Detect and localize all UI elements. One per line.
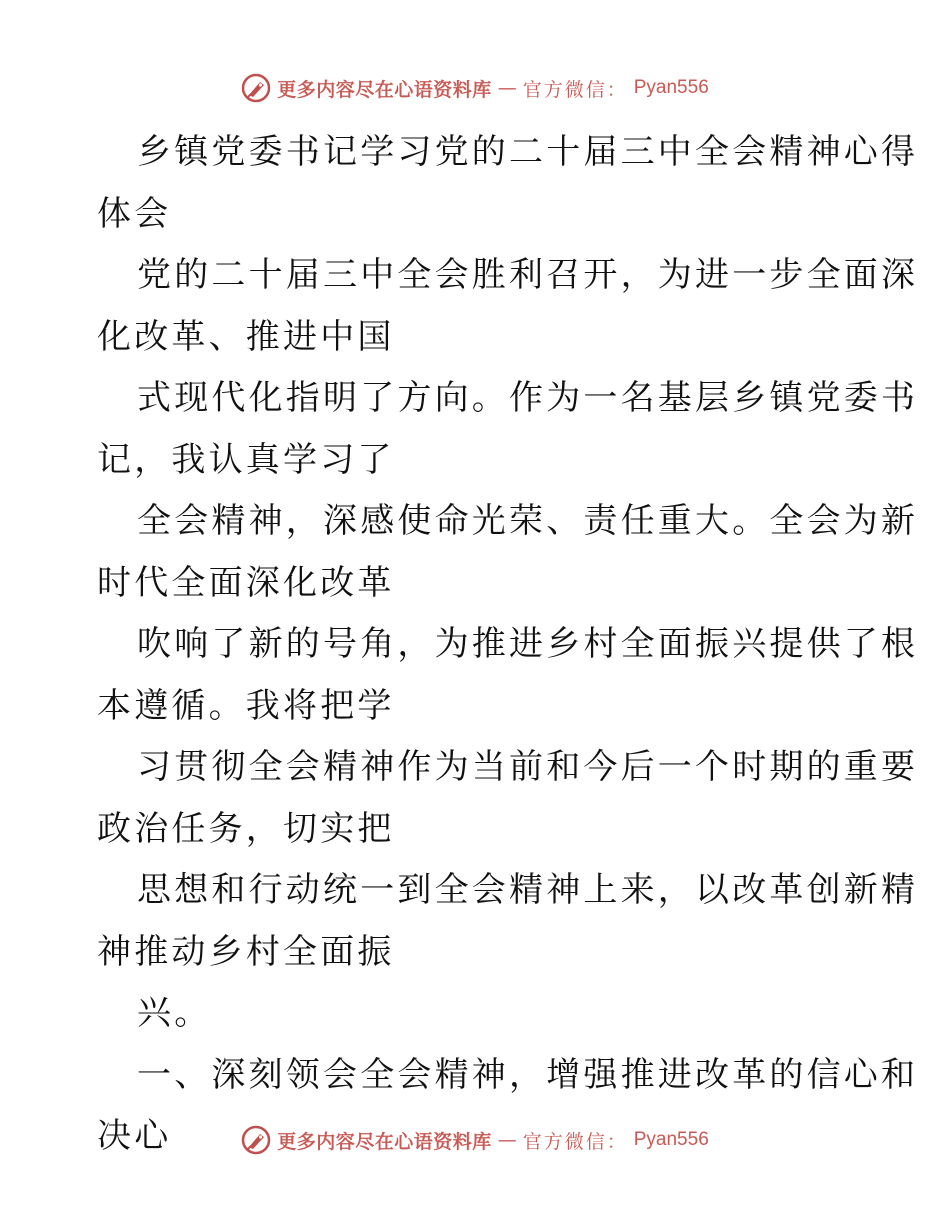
document-title-line-1: 乡镇党委书记学习党的二十届三中全会精神心得 [137,132,919,172]
paragraph-line: 本遵循。我将把学 [97,685,395,726]
watermark-contact-label: 官方微信： [522,78,628,101]
watermark-separator: — [497,77,517,99]
pen-nib-logo-icon [241,73,271,103]
paragraph-line: 吹响了新的号角，为推进乡村全面振兴提供了根 [137,624,919,664]
document-title-line-2: 体会 [97,193,172,234]
paragraph-line: 神推动乡村全面振 [97,931,395,972]
watermark-site-text: 更多内容尽在心语资料库 [277,78,492,101]
section-heading-line: 一、深刻领会全会精神，增强推进改革的信心和 [137,1054,919,1095]
paragraph-line: 政治任务，切实把 [97,808,395,849]
watermark-site-text: 更多内容尽在心语资料库 [277,1130,492,1153]
paragraph-line: 兴。 [137,993,212,1033]
paragraph-line: 习贯彻全会精神作为当前和今后一个时期的重要 [137,747,919,787]
watermark-contact-id: Pyan556 [633,1129,709,1150]
paragraph-line: 记，我认真学习了 [97,439,395,480]
paragraph-line: 化改革、推进中国 [97,316,395,357]
watermark-contact-id: Pyan556 [633,77,709,98]
document-body [97,122,919,1168]
watermark-separator: — [497,1129,517,1151]
watermark-contact-label: 官方微信： [522,1130,628,1153]
paragraph-line: 全会精神，深感使命光荣、责任重大。全会为新 [137,501,919,541]
paragraph-line: 时代全面深化改革 [97,562,395,603]
section-heading-line: 决心 [97,1116,172,1156]
footer-watermark [0,1120,950,1160]
paragraph-line: 思想和行动统一到全会精神上来，以改革创新精 [137,870,919,910]
pen-nib-logo-icon [241,1125,271,1155]
paragraph-line: 式现代化指明了方向。作为一名基层乡镇党委书 [137,378,919,418]
header-watermark [0,68,950,108]
paragraph-line: 党的二十届三中全会胜利召开，为进一步全面深 [137,255,919,295]
